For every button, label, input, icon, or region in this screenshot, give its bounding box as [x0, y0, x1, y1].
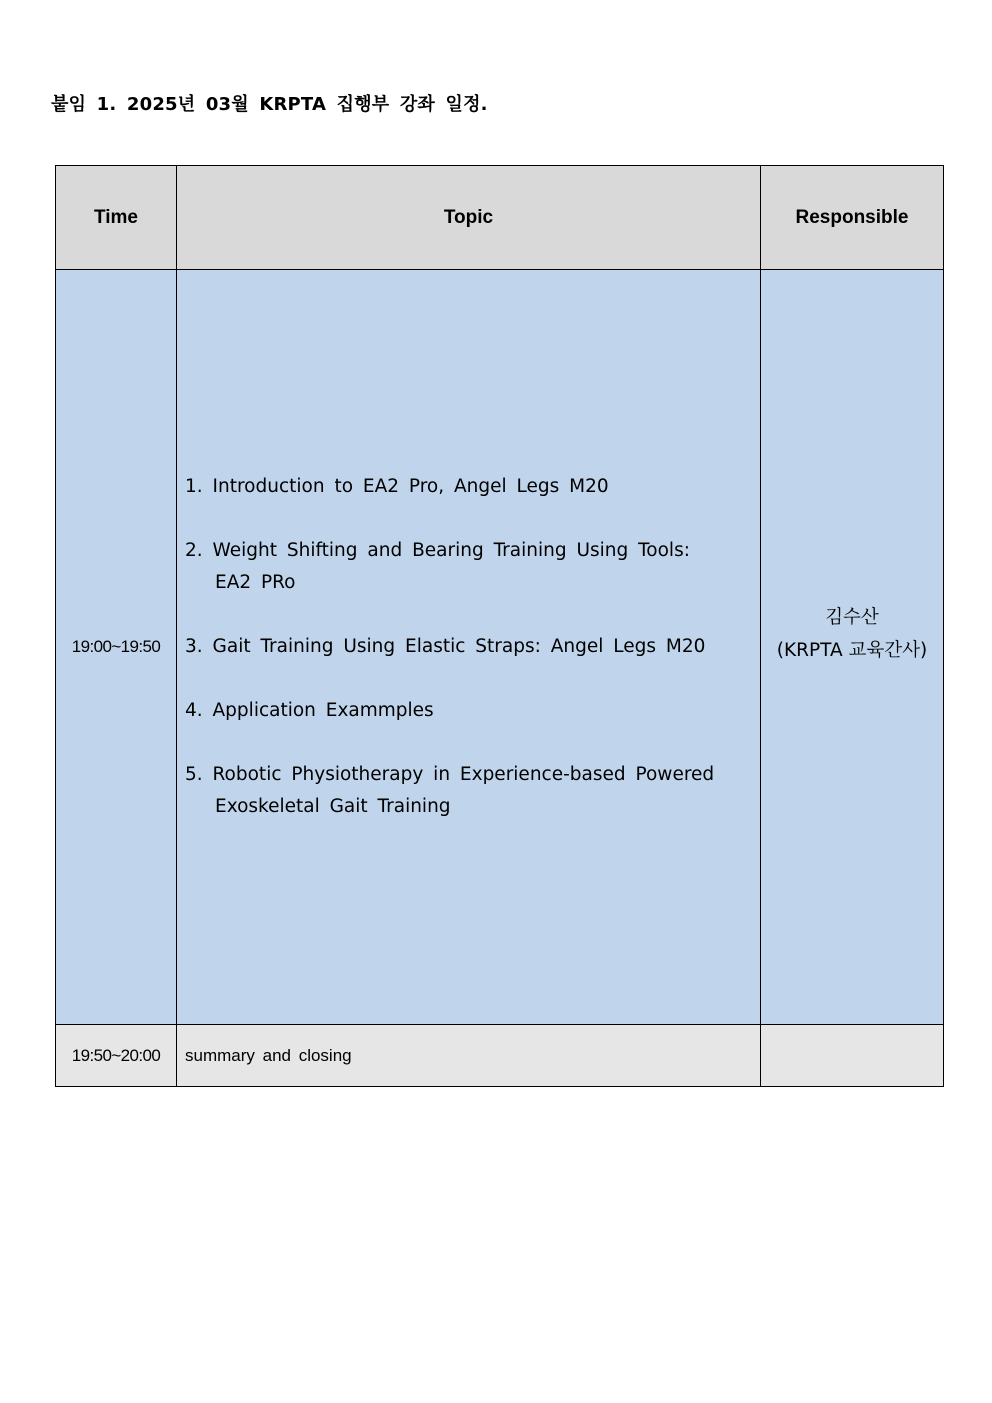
table-header-row	[56, 166, 944, 270]
responsible-name: 김수산	[825, 607, 879, 628]
topic-line-continuation: Exoskeletal Gait Training	[215, 796, 451, 817]
table-row	[56, 270, 944, 1025]
topic-item	[185, 471, 760, 503]
responsible-cell	[761, 270, 944, 1025]
topic-line: 3. Gait Training Using Elastic Straps: Angel Legs M20	[185, 636, 706, 657]
topic-item	[185, 759, 760, 823]
schedule-table	[55, 165, 944, 1087]
responsible-role: (KRPTA 교육간사)	[776, 640, 928, 661]
header-topic: Topic	[177, 166, 761, 270]
topic-line: 4. Application Exammples	[185, 700, 434, 721]
time-cell: 19:00~19:50	[56, 270, 177, 1025]
topic-list	[185, 471, 760, 823]
topic-line-continuation: EA2 PRo	[215, 572, 296, 593]
time-cell: 19:50~20:00	[56, 1025, 177, 1087]
responsible-cell	[761, 1025, 944, 1087]
topic-item	[185, 695, 760, 727]
topic-item	[185, 631, 760, 663]
topic-item	[185, 535, 760, 599]
topic-cell	[177, 270, 761, 1025]
document-title: 붙임 1. 2025년 03월 KRPTA 집행부 강좌 일정.	[51, 94, 488, 115]
table-row	[56, 1025, 944, 1087]
header-time: Time	[56, 166, 177, 270]
topic-line: 5. Robotic Physiotherapy in Experience-based Powered	[185, 764, 715, 785]
header-responsible: Responsible	[761, 166, 944, 270]
topic-cell: summary and closing	[177, 1025, 761, 1087]
topic-line: 2. Weight Shifting and Bearing Training Using Tools:	[185, 540, 690, 561]
topic-line: 1. Introduction to EA2 Pro, Angel Legs M20	[185, 476, 609, 497]
